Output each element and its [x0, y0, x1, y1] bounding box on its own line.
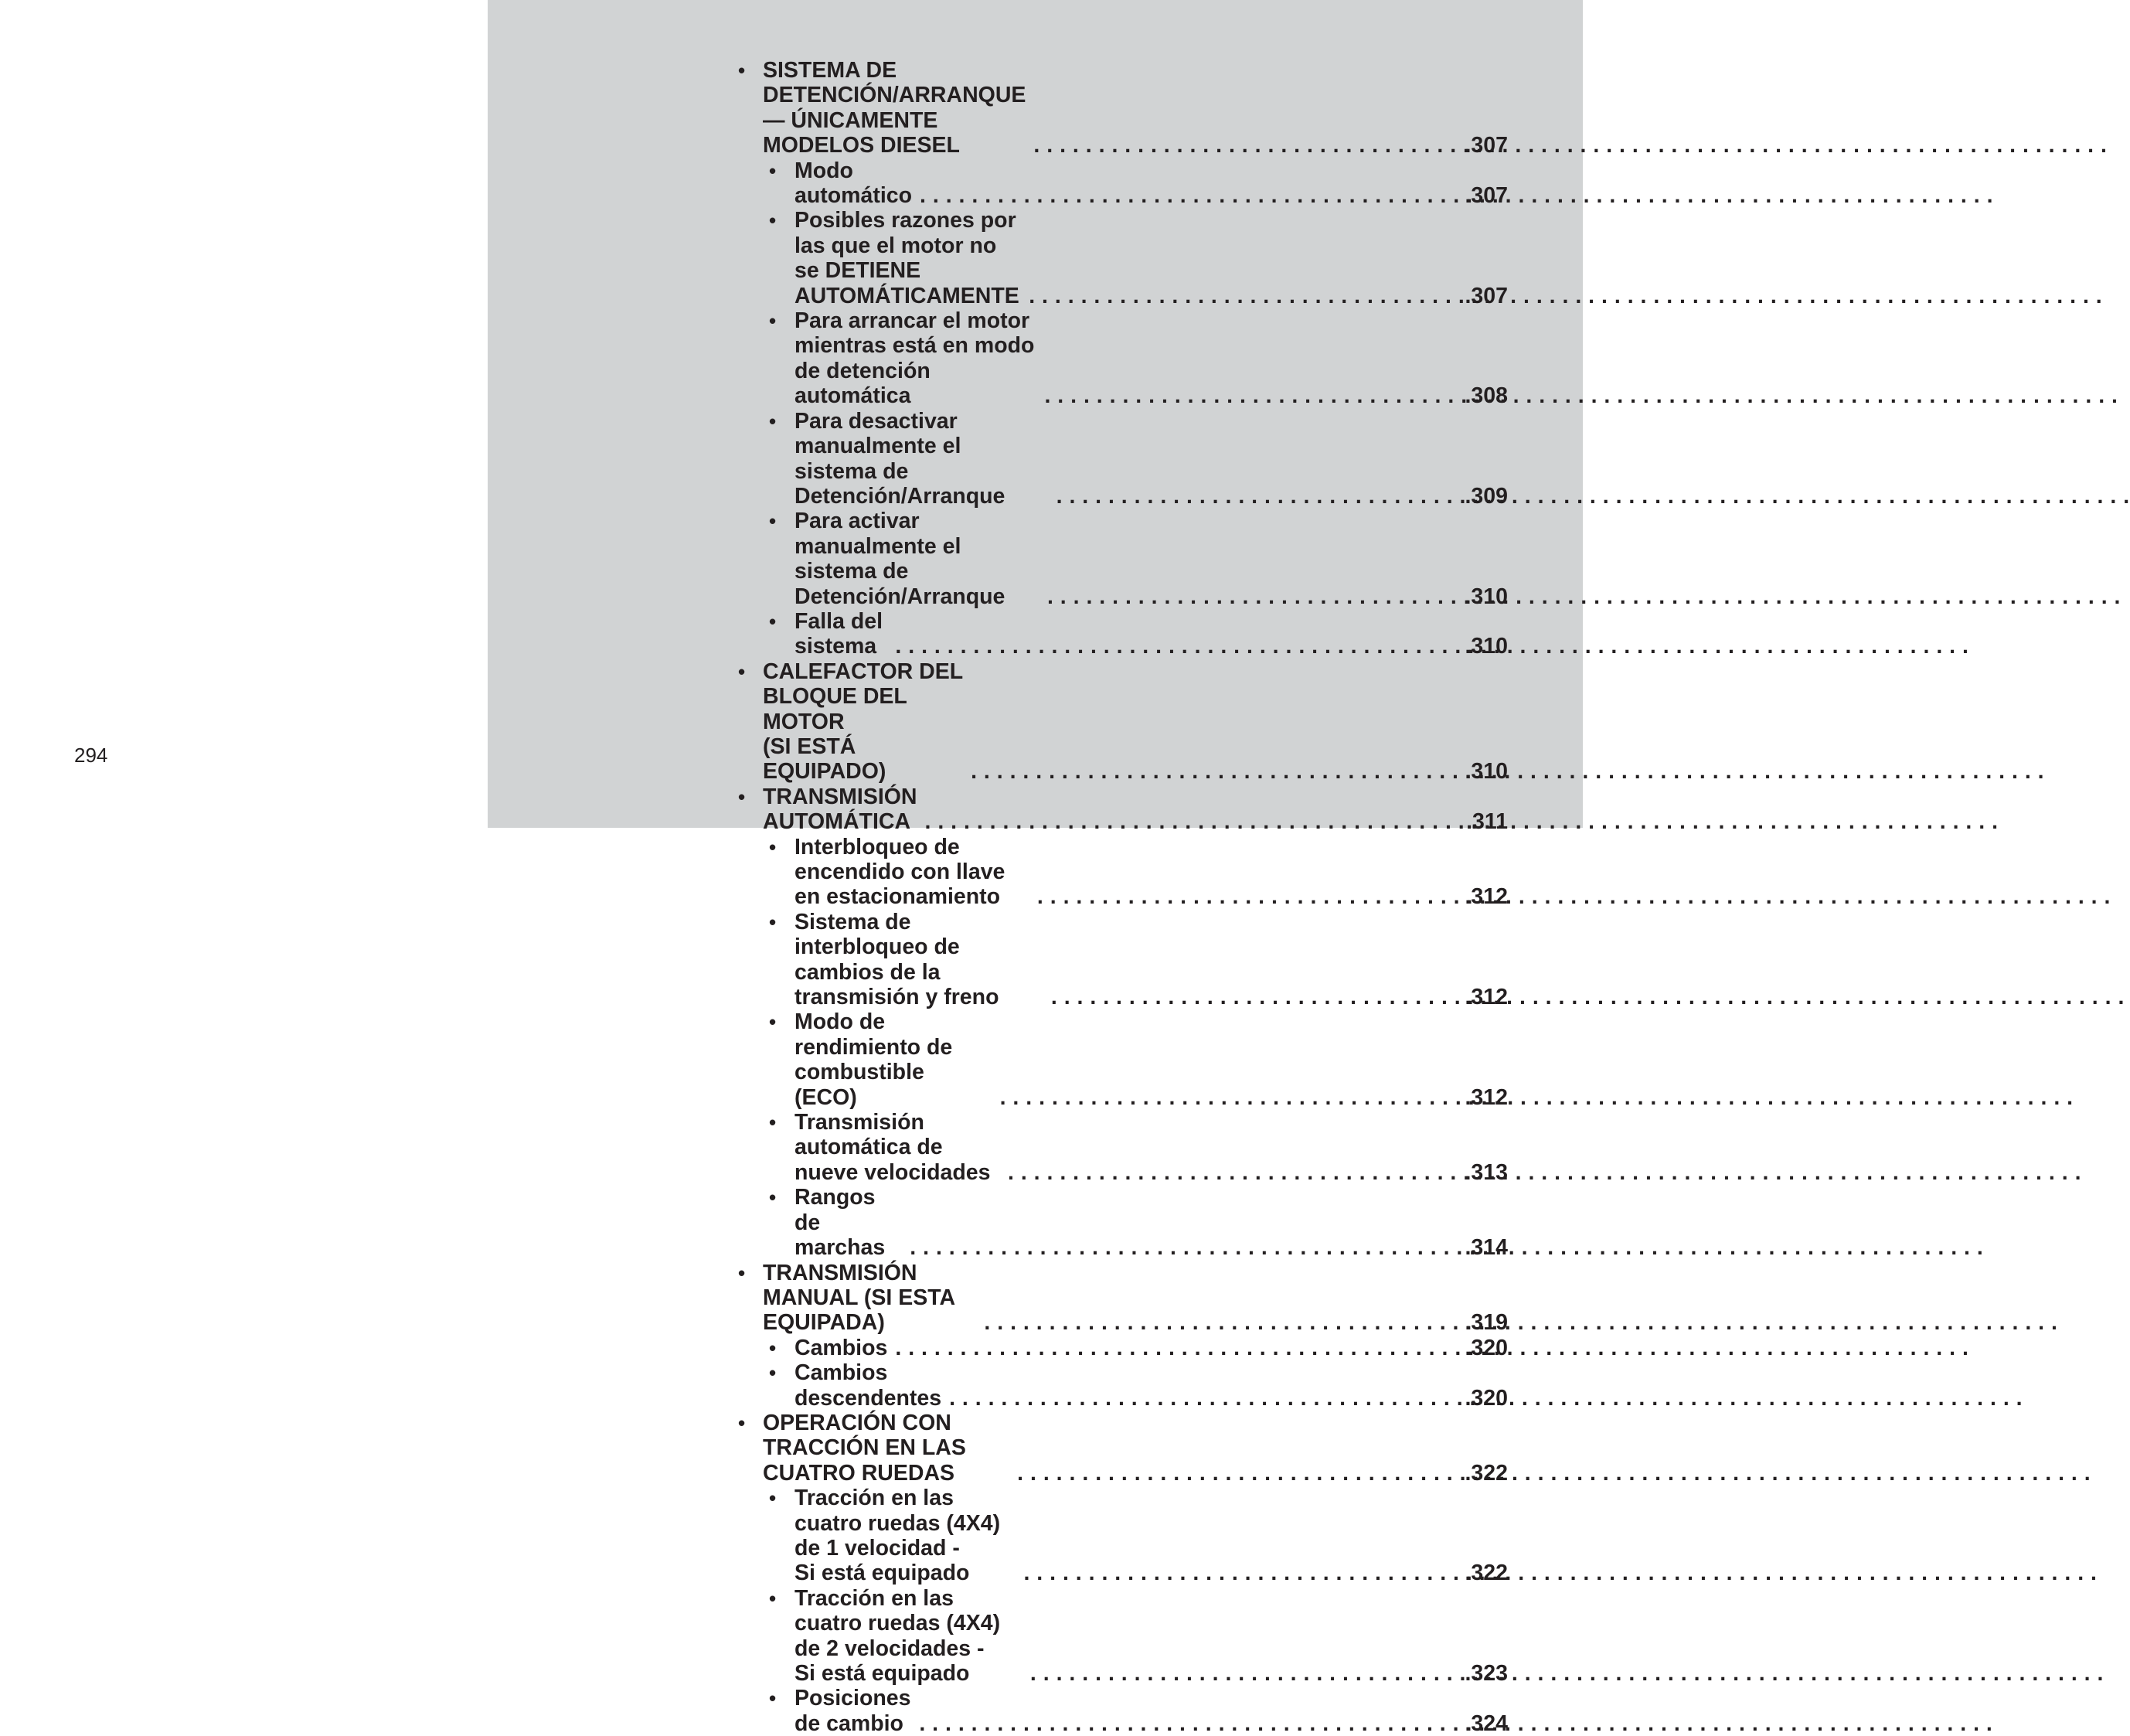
toc-entry-shifting[interactable] — [738, 1336, 1508, 1360]
left-page — [0, 0, 488, 828]
bullet-icon: • — [769, 309, 777, 333]
toc-entry-brake-shift-interlock[interactable] — [738, 910, 1508, 1010]
toc-entry-title: Tracción en las cuatro ruedas (4X4) de 1 velocidad - Si está equipado — [794, 1486, 1001, 1586]
bullet-icon: • — [769, 1586, 777, 1610]
dot-leader — [1017, 1461, 1461, 1486]
toc-entry-page: .322 — [1465, 1460, 1508, 1486]
toc-entry-4x4-two-speed[interactable] — [738, 1586, 1508, 1687]
toc-entry-page: .323 — [1465, 1661, 1508, 1686]
toc-entry-downshifting[interactable] — [738, 1360, 1508, 1411]
toc-entry-page: .309 — [1465, 483, 1508, 509]
dot-leader — [1047, 584, 1462, 609]
toc-entry-manual-activate[interactable] — [738, 509, 1508, 609]
toc-entry-manual-transmission[interactable] — [738, 1261, 1508, 1336]
toc-entry-page: .312 — [1465, 985, 1508, 1010]
toc-entry-engine-block-heater[interactable] — [738, 659, 1508, 785]
toc-entry-page: .310 — [1465, 759, 1508, 785]
toc-entry-page: .314 — [1465, 1235, 1508, 1261]
toc-entry-page: .310 — [1465, 634, 1508, 659]
toc-entry-page: .320 — [1465, 1335, 1508, 1360]
page-number: 294 — [74, 744, 108, 767]
dot-leader — [1056, 484, 1462, 509]
toc-entry-page: .310 — [1465, 584, 1508, 609]
dot-leader — [1029, 284, 1461, 308]
toc-entry-four-wheel-drive-operation[interactable] — [738, 1411, 1508, 1486]
bullet-icon: • — [769, 1687, 777, 1710]
toc-entry-engine-not-stop-reasons[interactable] — [738, 208, 1508, 308]
toc-entry-gear-ranges[interactable] — [738, 1185, 1508, 1260]
table-of-contents — [738, 58, 1508, 1736]
toc-entry-system-fault[interactable] — [738, 609, 1508, 659]
toc-entry-title: Modo de rendimiento de combustible (ECO) — [794, 1009, 953, 1110]
bullet-icon: • — [769, 209, 777, 233]
toc-entry-title: Transmisión automática de nueve velocidades — [794, 1110, 991, 1185]
bullet-icon: • — [769, 1186, 777, 1210]
bullet-icon: • — [769, 910, 777, 934]
bullet-icon: • — [769, 609, 777, 633]
bullet-icon: • — [769, 1336, 777, 1360]
toc-entry-title: Cambios — [794, 1335, 888, 1360]
bullet-icon: • — [769, 1361, 777, 1385]
dot-leader — [1030, 1661, 1462, 1686]
toc-entry-title: Rangos de marchas — [794, 1185, 886, 1261]
toc-entry-page: .312 — [1465, 884, 1508, 910]
toc-entry-title: Posiciones de cambio — [794, 1686, 911, 1736]
bullet-icon: • — [769, 835, 777, 859]
dot-leader — [910, 1235, 1461, 1260]
dot-leader — [1008, 1160, 1462, 1185]
toc-entry-shift-positions[interactable] — [738, 1686, 1508, 1736]
toc-entry-4x4-single-speed[interactable] — [738, 1486, 1508, 1586]
toc-entry-title: Modo automático — [794, 158, 913, 209]
toc-entry-automatic-transmission[interactable] — [738, 785, 1508, 835]
toc-entry-page: .307 — [1465, 133, 1508, 158]
bullet-icon: • — [769, 158, 777, 182]
toc-entry-key-park-interlock[interactable] — [738, 835, 1508, 910]
toc-entry-title: TRANSMISIÓN MANUAL (SI ESTA EQUIPADA) — [763, 1260, 955, 1336]
dot-leader — [1037, 884, 1462, 909]
dot-leader — [895, 634, 1461, 659]
toc-entry-stop-start-diesel[interactable] — [738, 58, 1508, 158]
bullet-icon: • — [738, 59, 746, 82]
dot-leader — [1044, 383, 1461, 408]
bullet-icon: • — [769, 1111, 777, 1135]
toc-entry-title: Interbloqueo de encendido con llave en estacionamiento — [794, 834, 1005, 910]
toc-entry-eco-mode[interactable] — [738, 1009, 1508, 1110]
toc-entry-manual-deactivate[interactable] — [738, 409, 1508, 509]
toc-entry-title: Falla del sistema — [794, 608, 883, 659]
toc-entry-title: Cambios descendentes — [794, 1360, 942, 1411]
toc-entry-title: OPERACIÓN CON TRACCIÓN EN LAS CUATRO RUEDAS — [763, 1410, 966, 1486]
toc-entry-page: .307 — [1465, 283, 1508, 308]
toc-entry-title: CALEFACTOR DEL BLOQUE DEL MOTOR (SI ESTÁ EQUIPADO) — [763, 659, 963, 785]
toc-entry-title: Tracción en las cuatro ruedas (4X4) de 2 velocidades - Si está equipado — [794, 1585, 1001, 1686]
bullet-icon: • — [738, 1411, 746, 1435]
dot-leader — [925, 809, 1464, 834]
toc-entry-auto-mode[interactable] — [738, 158, 1508, 209]
bullet-icon: • — [769, 1486, 777, 1510]
dot-leader — [1000, 1085, 1462, 1110]
bullet-icon: • — [769, 509, 777, 533]
toc-entry-start-in-auto-stop[interactable] — [738, 308, 1508, 409]
toc-entry-page: .311 — [1466, 809, 1508, 835]
bullet-icon: • — [738, 785, 746, 808]
toc-entry-title: Sistema de interbloqueo de cambios de la transmisión y freno — [794, 909, 999, 1010]
toc-entry-page: .322 — [1465, 1561, 1508, 1586]
toc-entry-page: .312 — [1465, 1084, 1508, 1110]
toc-entry-title: SISTEMA DE DETENCIÓN/ARRANQUE — ÚNICAMENTE MODELOS DIESEL — [763, 58, 1026, 158]
dot-leader — [1023, 1561, 1461, 1585]
dot-leader — [1033, 133, 1461, 158]
toc-entry-page: .320 — [1465, 1385, 1508, 1411]
toc-entry-nine-speed-transmission[interactable] — [738, 1110, 1508, 1185]
bullet-icon: • — [738, 659, 746, 683]
dot-leader — [984, 1310, 1461, 1335]
bullet-icon: • — [769, 1010, 777, 1034]
toc-entry-title: Para desactivar manualmente el sistema de Detención/Arranque — [794, 408, 1005, 509]
toc-entry-page: .324 — [1465, 1710, 1508, 1736]
dot-leader — [1051, 985, 1462, 1009]
toc-entry-title: TRANSMISIÓN AUTOMÁTICA — [763, 784, 917, 835]
bullet-icon: • — [769, 409, 777, 433]
toc-entry-page: .308 — [1465, 383, 1508, 409]
toc-entry-title: Para arrancar el motor mientras está en modo de detención automática — [794, 308, 1035, 409]
toc-entry-page: .313 — [1465, 1159, 1508, 1185]
toc-entry-title: Para activar manualmente el sistema de Detención/Arranque — [794, 509, 1005, 609]
dot-leader — [949, 1386, 1461, 1411]
dot-leader — [919, 1711, 1461, 1736]
dot-leader — [971, 759, 1461, 784]
dot-leader — [895, 1336, 1461, 1360]
bullet-icon: • — [738, 1261, 746, 1285]
toc-entry-page: .307 — [1465, 183, 1508, 209]
toc-entry-page: .319 — [1465, 1310, 1508, 1336]
dot-leader — [920, 183, 1462, 208]
toc-entry-title: Posibles razones por las que el motor no se DETIENE AUTOMÁTICAMENTE — [794, 208, 1019, 308]
